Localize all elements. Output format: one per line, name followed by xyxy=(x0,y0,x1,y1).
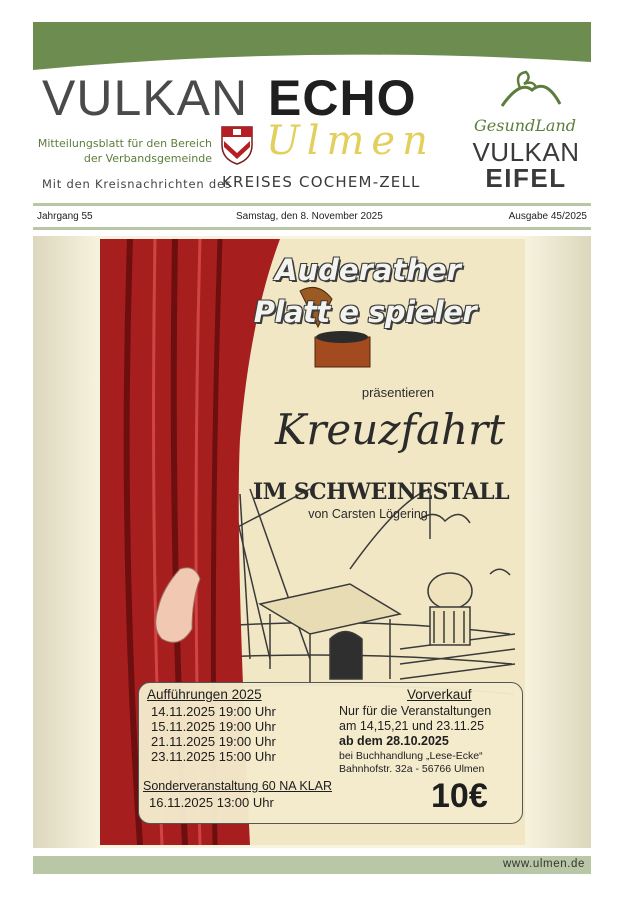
poster-group-line1: Auderather xyxy=(275,253,461,287)
presale-line: bei Buchhandlung „Lese-Ecke“ xyxy=(339,750,483,762)
issue-date: Samstag, den 8. November 2025 xyxy=(236,211,383,222)
presale-heading: Vorverkauf xyxy=(407,687,472,702)
presale-line: Nur für die Veranstaltungen xyxy=(339,704,492,718)
performance-date: 15.11.2025 19:00 Uhr xyxy=(151,719,276,734)
poster-group-line2: Platt e spieler xyxy=(253,295,477,329)
poster-subtitle: IM SCHWEINESTALL xyxy=(252,479,510,505)
performances-heading: Aufführungen 2025 xyxy=(147,687,262,702)
masthead-title-bold: ECHO xyxy=(268,70,417,126)
presale-line: ab dem 28.10.2025 xyxy=(339,734,449,748)
performance-date: 21.11.2025 19:00 Uhr xyxy=(151,734,276,749)
poster-info-box xyxy=(138,682,523,824)
masthead-subtitle-line1: Mitteilungsblatt für den Bereich xyxy=(37,137,212,150)
masthead-place-script: Ulmen xyxy=(266,118,435,164)
poster-author: von Carsten Lögering xyxy=(308,507,428,521)
ticket-price: 10€ xyxy=(431,777,488,815)
kreis-name: KREISES COCHEM-ZELL xyxy=(222,173,421,191)
footer-url[interactable]: www.ulmen.de xyxy=(503,858,585,870)
divider-bottom xyxy=(33,227,591,230)
logo-line1: VULKAN xyxy=(472,137,580,167)
logo-line2: EIFEL xyxy=(485,163,567,193)
masthead-title-light: VULKAN xyxy=(42,70,249,126)
presale-line: am 14,15,21 und 23.11.25 xyxy=(339,719,485,733)
performance-date: 23.11.2025 15:00 Uhr xyxy=(151,749,276,764)
masthead-subtitle-line2: der Verbandsgemeinde xyxy=(83,152,212,165)
event-poster xyxy=(100,239,525,845)
logo-tagline: GesundLand xyxy=(473,116,577,135)
presale-line: Bahnhofstr. 32a - 56766 Ulmen xyxy=(339,763,485,775)
poster-presents: präsentieren xyxy=(361,385,435,400)
poster-title: Kreuzfahrt xyxy=(274,405,506,454)
coat-of-arms-icon xyxy=(220,125,254,165)
performance-date: 14.11.2025 19:00 Uhr xyxy=(151,704,276,719)
issue-ausgabe: Ausgabe 45/2025 xyxy=(508,211,587,222)
special-event-heading: Sonderveranstaltung 60 NA KLAR xyxy=(143,779,333,793)
divider-top xyxy=(33,203,591,206)
kreis-prefix: Mit den Kreisnachrichten des xyxy=(42,177,232,191)
issue-jahrgang: Jahrgang 55 xyxy=(37,211,93,222)
special-event-date: 16.11.2025 13:00 Uhr xyxy=(149,795,274,810)
header-green-band xyxy=(33,22,591,70)
